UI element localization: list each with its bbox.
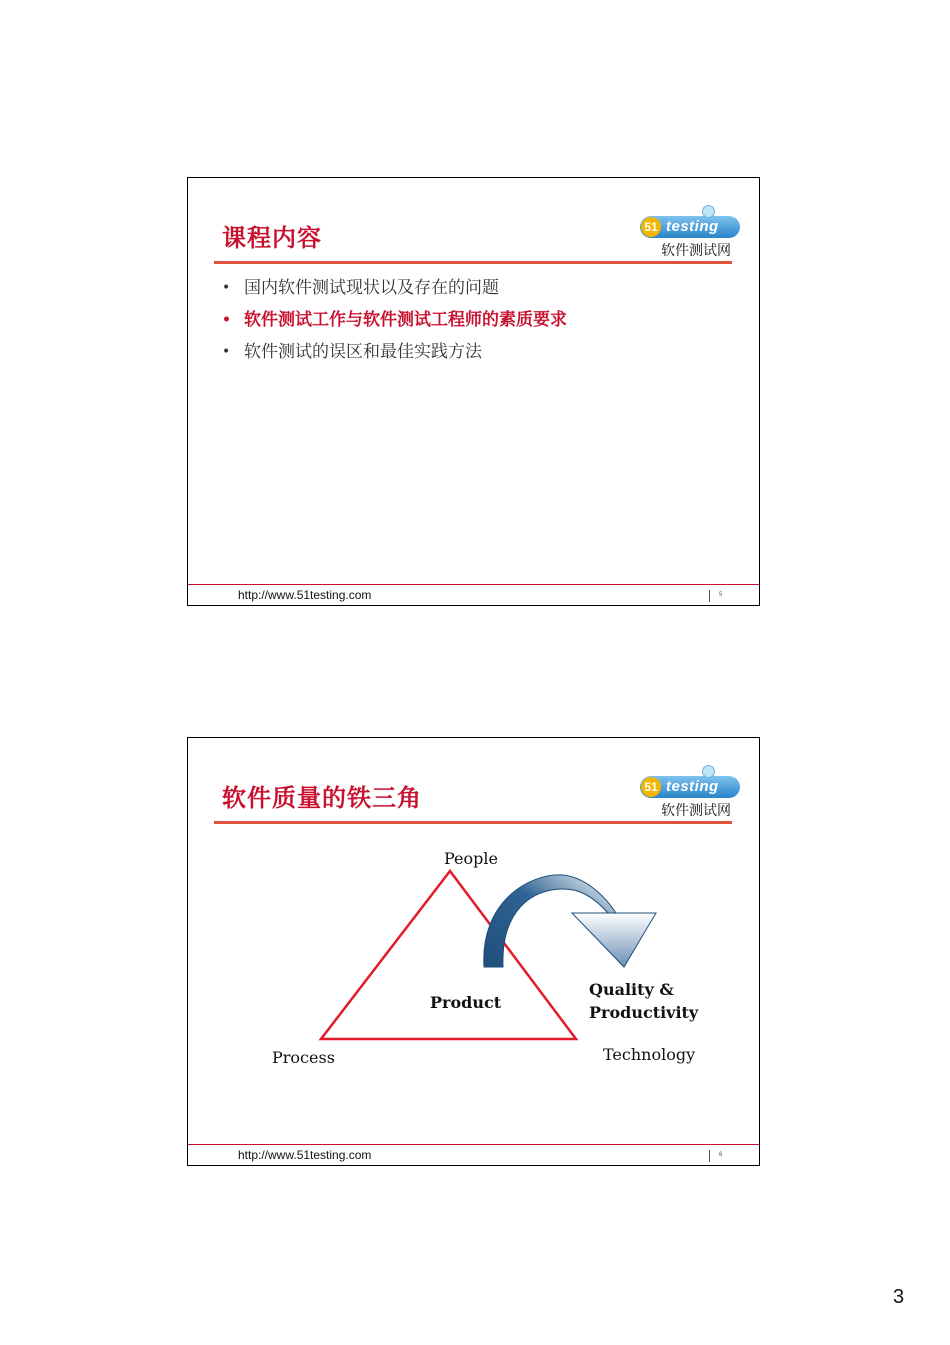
51testing-logo: [640, 772, 742, 822]
slide-quality-triangle: [187, 737, 760, 1166]
iron-triangle-diagram: [188, 833, 759, 1133]
triangle-shape: [321, 871, 576, 1039]
bullet-text: 软件测试的误区和最佳实践方法: [244, 342, 482, 362]
logo-word: testing: [666, 218, 719, 235]
technology-label: Technology: [603, 1045, 696, 1064]
slide-title: 软件质量的铁三角: [222, 783, 422, 812]
lightbulb-icon: [702, 205, 715, 218]
slide-title: 课程内容: [222, 223, 322, 252]
bullet-icon: •: [222, 344, 231, 360]
footer-url: http://www.51testing.com: [238, 1148, 372, 1162]
footer-divider: [188, 584, 759, 585]
title-divider: [214, 261, 732, 264]
page-number: 3: [893, 1286, 905, 1308]
logo-number: 51: [641, 217, 661, 237]
footer-separator: [709, 590, 710, 602]
process-label: Process: [272, 1048, 335, 1067]
bullet-item: [218, 272, 567, 304]
slide-number: 5: [719, 592, 723, 598]
bullet-item: [218, 336, 567, 368]
quality-label: Quality &: [589, 980, 674, 999]
bullet-text: 软件测试工作与软件测试工程师的素质要求: [244, 310, 567, 330]
footer-divider: [188, 1144, 759, 1145]
product-label: Product: [430, 993, 502, 1012]
bullet-icon: •: [222, 280, 231, 296]
footer-separator: [709, 1150, 710, 1162]
bullet-icon: •: [222, 312, 231, 328]
arrow-head: [572, 913, 656, 967]
bullet-text: 国内软件测试现状以及存在的问题: [244, 278, 499, 298]
logo-badge: [640, 216, 740, 238]
bullet-list: [218, 272, 567, 368]
footer-url: http://www.51testing.com: [238, 588, 372, 602]
logo-number: 51: [641, 777, 661, 797]
lightbulb-icon: [702, 765, 715, 778]
logo-badge: [640, 776, 740, 798]
people-label: People: [444, 849, 498, 868]
slide-number: 6: [719, 1152, 723, 1158]
productivity-label: Productivity: [589, 1003, 699, 1022]
logo-word: testing: [666, 778, 719, 795]
logo-subtitle: 软件测试网: [661, 803, 731, 819]
logo-subtitle: 软件测试网: [661, 243, 731, 259]
51testing-logo: [640, 212, 742, 262]
title-divider: [214, 821, 732, 824]
bullet-item-highlighted: [218, 304, 567, 336]
slide-course-content: [187, 177, 760, 606]
